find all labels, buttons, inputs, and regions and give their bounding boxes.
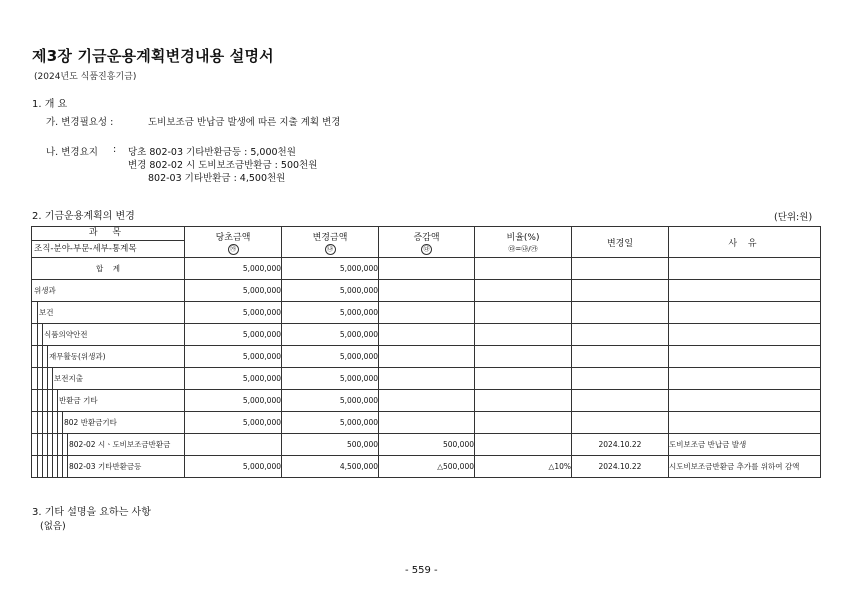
hierarchy-line [67, 456, 68, 478]
document-title: 제3장 기금운용계획변경내용 설명서 [32, 47, 274, 65]
row-changed: 5,000,000 [282, 258, 379, 280]
row-diff [379, 390, 475, 412]
row-reason [669, 324, 821, 346]
row-ratio [475, 258, 572, 280]
row-diff: 500,000 [379, 434, 475, 456]
section1-heading: 1. 개 요 [32, 99, 68, 110]
hierarchy-line [42, 368, 43, 390]
row-date [572, 346, 669, 368]
row-diff [379, 324, 475, 346]
row-date [572, 302, 669, 324]
row-diff: △500,000 [379, 456, 475, 478]
header-ratio-label: 비율(%) [506, 233, 540, 243]
row-ratio [475, 324, 572, 346]
row-diff [379, 258, 475, 280]
hierarchy-line [37, 346, 38, 368]
row-diff [379, 280, 475, 302]
hierarchy-line [47, 456, 48, 478]
row-subject-label: 802 반환금기타 [64, 418, 117, 427]
row-original: 5,000,000 [185, 368, 282, 390]
row-ratio [475, 412, 572, 434]
row-reason [669, 412, 821, 434]
row-subject [32, 280, 185, 302]
hierarchy-line [52, 434, 53, 456]
row-date [572, 412, 669, 434]
header-subject-top: 과 목 [32, 227, 184, 241]
header-changed-mark: ㉯ [325, 244, 336, 255]
row-subject-label: 보전지출 [54, 374, 83, 383]
row-changed: 5,000,000 [282, 302, 379, 324]
row-ratio [475, 390, 572, 412]
hierarchy-line [62, 434, 63, 456]
hierarchy-line [62, 456, 63, 478]
summary-line-3: 802-03 기타반환금 : 4,500천원 [148, 173, 286, 184]
row-reason [669, 390, 821, 412]
hierarchy-line [52, 412, 53, 434]
hierarchy-line [47, 412, 48, 434]
row-original: 5,000,000 [185, 324, 282, 346]
row-diff [379, 346, 475, 368]
hierarchy-line [52, 390, 53, 412]
row-subject [32, 456, 185, 478]
hierarchy-line [42, 390, 43, 412]
table-row [32, 280, 821, 302]
hierarchy-line [37, 390, 38, 412]
header-original [185, 227, 282, 258]
row-date [572, 324, 669, 346]
hierarchy-line [37, 324, 38, 346]
hierarchy-line [62, 412, 63, 434]
hierarchy-line [42, 412, 43, 434]
row-original: 5,000,000 [185, 412, 282, 434]
row-subject-label: 802-03 기타반환금등 [69, 462, 142, 471]
hierarchy-line [57, 412, 58, 434]
page-number: - 559 - [405, 565, 438, 576]
summary-line-1: 당초 802-03 기타반환금등 : 5,000천원 [128, 147, 296, 158]
section2-heading: 2. 기금운용계획의 변경 [32, 211, 135, 222]
row-diff [379, 368, 475, 390]
row-subject [32, 390, 185, 412]
row-date [572, 280, 669, 302]
need-text: 도비보조금 반납금 발생에 따른 지출 계획 변경 [148, 117, 341, 128]
table-row [32, 368, 821, 390]
row-changed: 5,000,000 [282, 412, 379, 434]
row-subject-label: 위생과 [34, 286, 56, 295]
table-row [32, 302, 821, 324]
table-row [32, 258, 821, 280]
header-date: 변경일 [572, 227, 669, 258]
unit-label: (단위:원) [774, 212, 813, 223]
hierarchy-line [47, 346, 48, 368]
row-original: 5,000,000 [185, 280, 282, 302]
row-changed: 5,000,000 [282, 346, 379, 368]
header-ratio-formula: ㉰=㉯/㉮ [508, 245, 538, 253]
row-date: 2024.10.22 [572, 456, 669, 478]
header-changed [282, 227, 379, 258]
row-ratio [475, 302, 572, 324]
row-subject [32, 368, 185, 390]
hierarchy-line [52, 456, 53, 478]
row-ratio [475, 280, 572, 302]
hierarchy-line [52, 368, 53, 390]
hierarchy-line [37, 456, 38, 478]
header-ratio [475, 227, 572, 258]
hierarchy-line [57, 434, 58, 456]
row-reason [669, 346, 821, 368]
header-original-label: 당초금액 [215, 232, 251, 243]
hierarchy-line [47, 434, 48, 456]
row-reason: 도비보조금 반납금 발생 [669, 434, 821, 456]
row-subject [32, 324, 185, 346]
row-reason [669, 280, 821, 302]
row-subject-label: 보건 [39, 308, 54, 317]
row-changed: 500,000 [282, 434, 379, 456]
hierarchy-line [37, 368, 38, 390]
document-subtitle: (2024년도 식품진흥기금) [34, 72, 137, 82]
header-original-mark: ㉮ [228, 244, 239, 255]
row-diff [379, 302, 475, 324]
hierarchy-line [42, 346, 43, 368]
hierarchy-line [42, 324, 43, 346]
table-row [32, 412, 821, 434]
row-subject-label: 802-02 시ㆍ도비보조금반환금 [69, 440, 171, 449]
row-changed: 5,000,000 [282, 324, 379, 346]
table-row [32, 324, 821, 346]
hierarchy-line [42, 456, 43, 478]
row-subject-label: 식품의약안전 [44, 330, 88, 339]
table-row [32, 434, 821, 456]
hierarchy-line [57, 390, 58, 412]
row-date [572, 390, 669, 412]
summary-line-2: 변경 802-02 시 도비보조금반환금 : 500천원 [128, 160, 318, 171]
header-diff-label: 증감액 [413, 232, 440, 243]
hierarchy-line [47, 368, 48, 390]
header-subject [32, 227, 185, 258]
row-original: 5,000,000 [185, 258, 282, 280]
section3-text: (없음) [40, 521, 66, 532]
row-subject [32, 434, 185, 456]
header-changed-label: 변경금액 [312, 232, 348, 243]
row-subject [32, 412, 185, 434]
need-label: 가. 변경필요성 : [46, 117, 114, 128]
row-changed: 4,500,000 [282, 456, 379, 478]
hierarchy-line [42, 434, 43, 456]
header-subject-bottom: 조직-분야-부문-세부-통계목 [34, 244, 137, 254]
hierarchy-line [37, 434, 38, 456]
header-reason: 사 유 [669, 227, 821, 258]
budget-change-table [31, 226, 821, 478]
row-subject [32, 346, 185, 368]
row-subject-label: 합 계 [95, 264, 121, 273]
row-reason [669, 302, 821, 324]
row-subject-label: 반환금 기타 [59, 396, 98, 405]
header-diff-mark: ㉰ [421, 244, 432, 255]
row-diff [379, 412, 475, 434]
row-ratio [475, 434, 572, 456]
row-changed: 5,000,000 [282, 390, 379, 412]
header-diff [379, 227, 475, 258]
row-date [572, 258, 669, 280]
row-subject-label: 재무활동(위생과) [49, 352, 106, 361]
row-original: 5,000,000 [185, 302, 282, 324]
summary-label: 나. 변경요지 [46, 147, 98, 158]
table-row [32, 346, 821, 368]
row-original: 5,000,000 [185, 390, 282, 412]
hierarchy-line [37, 302, 38, 324]
row-original [185, 434, 282, 456]
row-date [572, 368, 669, 390]
hierarchy-line [67, 434, 68, 456]
row-reason [669, 258, 821, 280]
row-reason [669, 368, 821, 390]
row-date: 2024.10.22 [572, 434, 669, 456]
row-subject [32, 302, 185, 324]
row-ratio [475, 346, 572, 368]
row-changed: 5,000,000 [282, 368, 379, 390]
row-subject [32, 258, 185, 280]
section3-heading: 3. 기타 설명을 요하는 사항 [32, 507, 151, 518]
table-row [32, 390, 821, 412]
hierarchy-line [57, 456, 58, 478]
hierarchy-line [37, 412, 38, 434]
row-original: 5,000,000 [185, 346, 282, 368]
row-changed: 5,000,000 [282, 280, 379, 302]
row-ratio: △10% [475, 456, 572, 478]
row-original: 5,000,000 [185, 456, 282, 478]
hierarchy-line [47, 390, 48, 412]
table-row [32, 456, 821, 478]
summary-colon: : [113, 144, 117, 155]
row-reason: 시도비보조금반환금 추가를 위하여 감액 [669, 456, 821, 478]
row-ratio [475, 368, 572, 390]
